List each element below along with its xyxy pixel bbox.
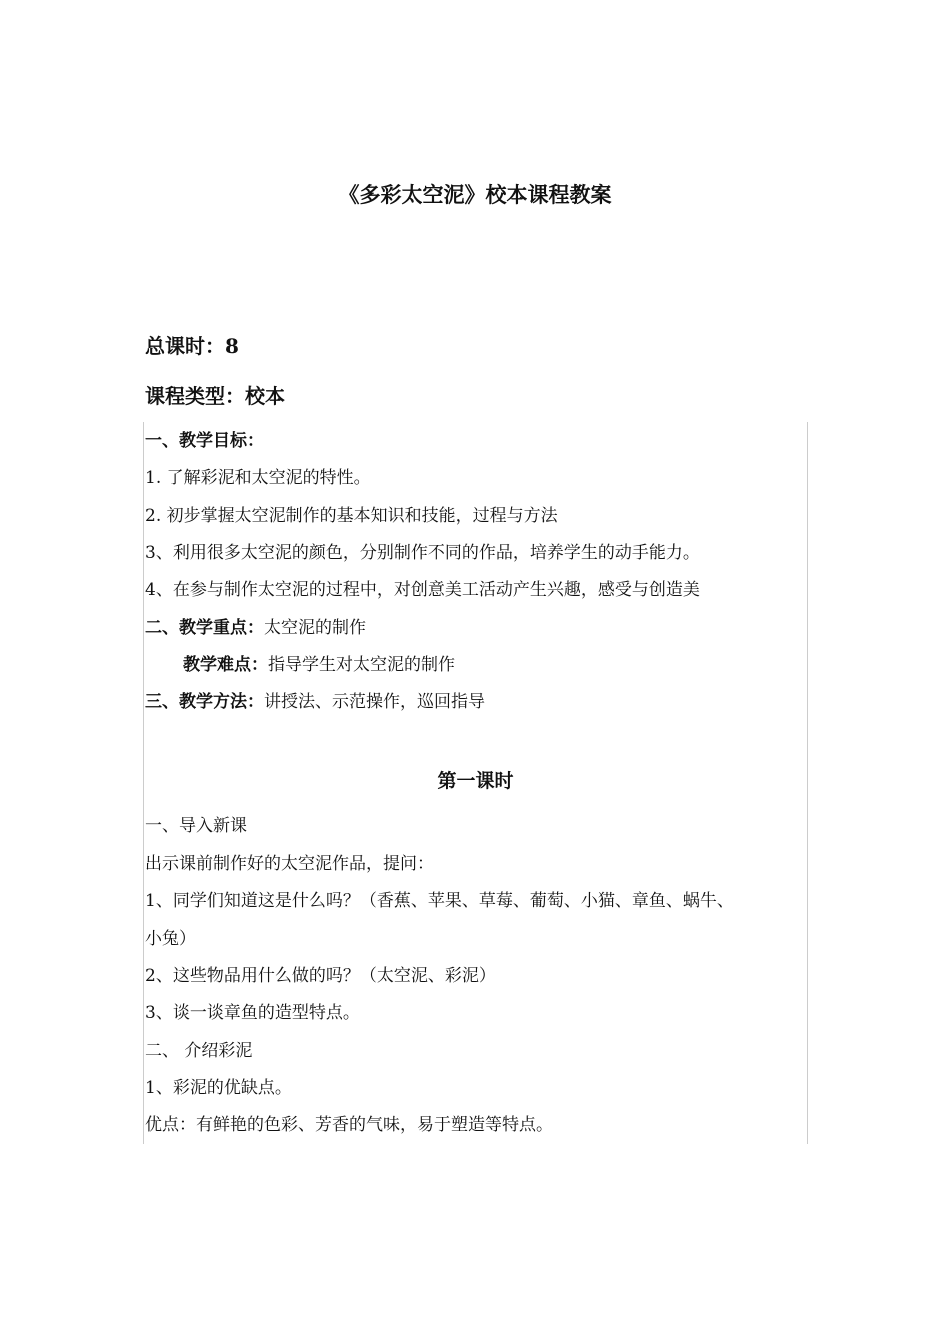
objective-item: 1. 了解彩泥和太空泥的特性。: [145, 468, 371, 488]
lesson-line: 一、导入新课: [145, 816, 247, 836]
lesson-line: 1、同学们知道这是什么吗？（香蕉、苹果、草莓、葡萄、小猫、章鱼、蜗牛、: [145, 891, 734, 911]
course-type: [145, 381, 285, 411]
key-points-label: 二、教学重点：: [145, 618, 264, 638]
objective-item: 2. 初步掌握太空泥制作的基本知识和技能，过程与方法: [145, 506, 558, 526]
lesson-line: 优点：有鲜艳的色彩、芳香的气味，易于塑造等特点。: [145, 1115, 553, 1135]
lesson-line: 2、这些物品用什么做的吗？（太空泥、彩泥）: [145, 966, 496, 986]
total-hours-label: 总课时：: [145, 334, 225, 358]
methods-value: 讲授法、示范操作，巡回指导: [264, 692, 485, 712]
course-type-value: 校本: [245, 384, 285, 408]
objectives-heading: [145, 428, 264, 454]
lesson-line: 二、 介绍彩泥: [145, 1041, 253, 1061]
lesson-line: 出示课前制作好的太空泥作品，提问：: [145, 854, 434, 874]
methods: [145, 689, 485, 715]
key-points-value: 太空泥的制作: [264, 618, 366, 638]
difficulties-value: 指导学生对太空泥的制作: [268, 655, 455, 675]
objectives-heading-text: 一、教学目标：: [145, 431, 264, 451]
objective-item: 3、利用很多太空泥的颜色，分别制作不同的作品，培养学生的动手能力。: [145, 543, 700, 563]
document-title: 《多彩太空泥》校本课程教案: [338, 183, 612, 207]
lesson-line: 小兔）: [145, 929, 196, 949]
difficulties: [183, 652, 455, 678]
objective-item: 4、在参与制作太空泥的过程中，对创意美工活动产生兴趣，感受与创造美: [145, 580, 700, 600]
key-points: [145, 615, 366, 641]
difficulties-label: 教学难点：: [183, 655, 268, 675]
total-hours-value: 8: [225, 334, 239, 358]
lesson-line: 1、彩泥的优缺点。: [145, 1078, 292, 1098]
total-hours: [145, 331, 239, 361]
lesson-line: 3、谈一谈章鱼的造型特点。: [145, 1003, 360, 1023]
lesson1-heading: 第一课时: [437, 770, 514, 792]
course-type-label: 课程类型：: [145, 384, 245, 408]
methods-label: 三、教学方法：: [145, 692, 264, 712]
